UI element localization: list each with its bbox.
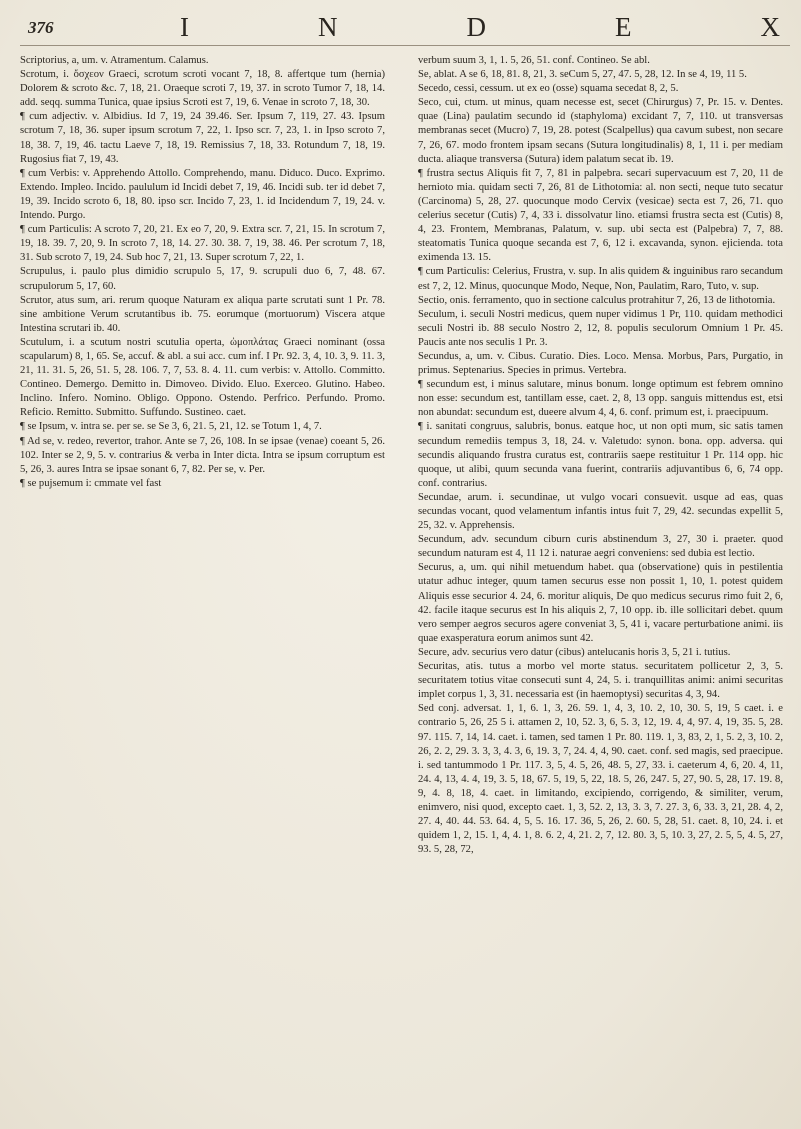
index-entry: ¶ Ad se, v. redeo, revertor, trahor. Ante se 7, 26, 108. In se ipsae (venae) coeant 5, 26. 102. Inter se 2, 9, 5. v. contrarius & verba in Inter dicta. Intra se ipsum corruptum est 5, 26, 3. aures Intra se ipsae sonant 6, 7, 82. Per se, v. Per. xyxy=(20,435,385,475)
running-head xyxy=(20,6,790,48)
index-entry: Secure, adv. securius vero datur (cibus) antelucanis horis 3, 5, 21 i. tutius. xyxy=(418,646,731,658)
index-entry: Secundus, a, um. v. Cibus. Curatio. Dies. Loco. Mensa. Morbus, Pars, Purgatio, in primus. Septenarius. Species in primus. Vertebra. xyxy=(418,350,783,377)
right-column xyxy=(418,54,783,1124)
index-entry: Se, ablat. A se 6, 18, 81. 8, 21, 3. seCum 5, 27, 47. 5, 28, 12. In se 4, 19, 11 5. xyxy=(418,69,747,81)
index-entry: verbum suum 3, 1, 1. 5, 26, 51. conf. Contineo. Se abl. xyxy=(418,55,650,66)
index-entry: Securus, a, um. qui nihil metuendum habet. qua (observatione) quis in pestilentia utatur adhuc integer, quum tamen securus esse non possit 1, 10, 1. potest quidem Aliquis esse securior 4. 24, 6. moritur aliquis, De quo medicus securus rimo fuit 2, 6, 42. facile itaque securus est In his aliquis 2, 7, 10 opp. ib. ille sollicitari debet. quum vero semper aegros securos agere conveniat 3, 5, 41 i, vacare perturbatione animi. iis quae exasperatura eorum animos sunt 42. xyxy=(418,562,783,644)
index-entry: Seco, cui, ctum. ut minus, quam necesse est, secet (Chirurgus) 7, Pr. 15. v. Dentes. quae (Lina) paulatim secundo id (staphyloma) excidant 7, 7, 110. ut transversas membranas secet (Mucro) 7, 19, 28. potest (Scalpellus) qua cavum subest, non secare 7, 26, 67. modo frontem ipsam secans (Sutura longitudinalis) 8, 1, 11 i. per mediam ducta. aliaque transversa (Sutura) idem palatum secat ib. 19. xyxy=(418,97,783,165)
index-entry: ¶ i. sanitati congruus, salubris, bonus. eatque hoc, ut non opti mum, sic satis tamen secundum remediis tempus 3, 18, 24. v. Valetudo: synon. bona. opp. adversa. qui secundis aliquando frustra curatus est, contrariis saepe restituitur 1 Pr. 114 opp. hic quoque, ut alibi, quum secunda vana fuerint, contrariis adjuvantibus 6, 6, 74 opp. conf. contrarius. xyxy=(418,421,783,489)
index-entry: ¶ secundum est, i minus salutare, minus bonum. longe optimum est febrem omnino non esse: secundum est, tantillam esse, caet. 2, 8, 13 opp. sanguis mittendus est, etsi non abundat: secundum est, dueere alvum 4, 4, 6. conf. primum est, i. praecipuum. xyxy=(418,379,783,419)
index-entry: Sed conj. adversat. 1, 1, 6. 1, 3, 26. 59. 1, 4, 3, 10. 2, 10, 30. 5, 19, 5 caet. i. e contrario 5, 26, 25 5 i. attamen 2, 10, 52. 3, 6, 5. 3, 12, 19. 4, 4, 97. 4, 19, 35. 5, 28. 97. 115. 7, 14, 14. caet. i. tamen, sed tamen 1 Pr. 80. 119. 1, 3, 83, 2, 1, 5. 2, 3, 10. 2, 26, 2. 2, 29. 3. 3, 3, 4. 3, 6, 19. 3, 7, 24. 4, 4, 90. caet. conf. sed magis, sed praecipue. i. sed tantummodo 1 Pr. 117. 3, 5, 4. 5, 26, 48. 5, 27, 33. i. caeterum 4, 6, 20. 4, 11, 24. 4, 13, 4. 4, 19, 3. 5, 18, 67. 5, 19, 5, 22, 18. 5, 26, 247. 5, 27, 90. 5, 28, 17. 19. 8, 9, 4. 8, 18, 4. caet. in limitando, excipiendo, corrigendo, & similiter, verum, enimvero, nisi quod, excepto caet. 1, 3, 52. 2, 13, 3. 3, 7. 27. 3, 6, 33. 3, 21, 28. 4, 2, 27. 4, 40. 44. 53. 64. 4, 5, 5. 16. 17. 36, 5, 26, 2. 60. 5, 28, 51. caet. 8, 10, 24. i. et quidem 1, 2, 15. 1, 4, 4. 1, 8. 6. 2, 4, 21. 2, 7, 12. 80. 3, 5, 10. 3, 27, 2. 5, 5, 4. 5, 27, 93. 5, 28, 72, xyxy=(418,703,783,856)
header-rule xyxy=(20,45,790,46)
index-entry: Scriptorius, a, um. v. Atramentum. Calamus. xyxy=(20,55,209,66)
index-entry: Scrupulus, i. paulo plus dimidio scrupulo 5, 17, 9. scrupuli duo 6, 7, 48. 67. scrupulorum 5, 17, 60. xyxy=(20,266,385,292)
index-entry: ¶ frustra sectus Aliquis fit 7, 7, 81 in palpebra. secari supervacuum est 7, 20, 11 de hernioto mia. quidam secti 7, 26, 81 de Lithotomia: al. non secti, neque tuto secatur (Carcinoma) 5, 28, 27. quocunque modo Cervix (vesicae) secta est 7, 26, 71. quo celerius secetur (Cutis) 7, 4, 33 i. dissolvatur lino. etiamsi frustra secta est (Cutis) 8, 4, 23. Frontem, Membranas, Palatum, v. sup. ubi secta est (Palpebra) 7, 7, 88. steatomatis Tunica quoque secanda est 7, 6, 12 i. excavanda, synon. ejicienda. tota eximenda 13. 15. xyxy=(418,167,783,264)
index-entry: ¶ cum Particulis: Celerius, Frustra, v. sup. In alis quidem & inguinibus raro secandum est 7, 2, 12. Minus, quocunque Modo, Neque, Non, Paulatim, Raro, Tuto, v. sup. xyxy=(418,266,783,292)
index-entry: Sectio, onis. ferramento, quo in sectione calculus protrahitur 7, 26, 13 de lithotomia. xyxy=(418,294,776,306)
index-entry: Scrutor, atus sum, ari. rerum quoque Naturam ex aliqua parte scrutati sunt 1 Pr. 78. sine ambitione Verum scrutantibus ib. 75. eorumque (mortuorum) Viscera atque Intestina scrutari ib. 40. xyxy=(20,294,385,334)
index-entry: ¶ cum Verbis: v. Apprehendo Attollo. Comprehendo, manu. Diduco. Duco. Exprimo. Extendo. Impleo. Incido. paululum id Incidi debet 7, 19, 46. Incidi sub. ter id debet 7, 19, 39. Incido scroto 6, 18, 80. ipso scr. Incido 7, 23, 1. id Incidendum 7, 19, 24. v. Intendo. Purgo. xyxy=(20,167,385,222)
head-letter: D xyxy=(466,12,486,42)
index-entry: ¶ cum Particulis: A scroto 7, 20, 21. Ex eo 7, 20, 9. Extra scr. 7, 21, 15. In scrotum 7, 19, 18. 39. 7, 20, 9. In scroto 7, 18, 14. 27. 30. 38. 7, 19, 38. 46. Per scrotum 7, 18, 31. Sub scroto 7, 19, 24. Sub hoc 7, 21, 13. Super scrotum 7, 22, 1. xyxy=(20,224,385,264)
index-entry: Secundae, arum. i. secundinae, ut vulgo vocari consuevit. usque ad eas, quas secundas vocant, quod velamentum infantis intus fuit 7, 29, 42. secundas expellit 5, 25, 32. v. Apprehensis. xyxy=(418,491,783,532)
index-entry: ¶ se pujsemum i: cmmate vel fast xyxy=(20,477,162,489)
running-head-title xyxy=(180,12,780,43)
index-entry: ¶ cum adjectiv. v. Albidius. Id 7, 19, 24 39.46. Ser. Ipsum 7, 119, 27. 43. Ipsum scrotum 7, 18, 36. super ipsum scrotum 7, 22, 1. Ipso scr. 7, 23, 1. in Ipso scroto 7, 18, 38. 7, 19, 46. tactu Laeve 7, 18, 19. Remissius 7, 18, 33. Rotundum 7, 18, 19. Rugosius fiat 7, 19, 43. xyxy=(20,111,385,165)
index-entry: Seculum, i. seculi Nostri medicus, quem nuper vidimus 1 Pr, 110. quidam methodici seculi Nostri ib. 88 seculo Nostro 2, 12, 8. populis seculorum Omnium 1 Pr. 45. Paucis ante nos seculis 1 Pr. 3. xyxy=(418,308,783,348)
head-letter: I xyxy=(180,12,189,42)
index-entry: Secundum, adv. secundum ciburn curis abstinendum 3, 27, 30 i. praeter. quod secundum naturam est 4, 11 12 i. naturae aegri conveniens: sed dubia est lectio. xyxy=(418,534,783,560)
left-column xyxy=(20,54,385,1124)
head-letter: N xyxy=(318,12,338,42)
index-entry: ¶ se Ipsum, v. intra se. per se. se Se 3, 6, 21. 5, 21, 12. se Totum 1, 4, 7. xyxy=(20,421,322,433)
head-letter: E xyxy=(615,12,632,42)
index-entry: Scrotum, i. ὄσχεον Graeci, scrotum scroti vocant 7, 18, 8. affertque tum (hernia) Dolorem & scroto &c. 7, 18, 21. Oraeque scroti 7, 19, 37. in scroto Tumor 7, 18, 14. add. seqq. summa Tunica, quae ipsius Scroti est 7, 19, 6. Venae in scroto 7, 18, 30. xyxy=(20,69,385,109)
page-number: 376 xyxy=(28,18,54,37)
index-entry: Securitas, atis. tutus a morbo vel morte status. securitatem pollicetur 2, 3, 5. securitatem totius vitae consecuti sunt 4, 24, 5. i. tranquillitas animi: animi securitas implet corpus 1, 3, 31. necessaria est (in haemoptysi) securitas 4, 3, 94. xyxy=(418,661,783,701)
head-letter: X xyxy=(760,12,780,42)
index-entry: Scutulum, i. a scutum nostri scutulia operta, ὠμοπλάτας Graeci nominant (ossa scapularum) 8, 1, 65. Se, accuf. & abl. a sui acc. cum inf. I Pr. 92. 3, 4, 10. 3, 9. 11. 3, 21, 11. 31. 5, 26, 51. 5, 28. 106. 7, 7, 53. 8. 4. 11. cum verbis: v. Attollo. Committo. Contineo. Demergo. Demitto in. Dimoveo. Divido. Eluo. Exerceo. Glutino. Habeo. Inclino. Infero. Nomino. Obligo. Oppono. Ostendo. Perfrico. Perfundo. Promo. Reficio. Remitto. Submitto. Suffundo. Sustineo. caet. xyxy=(20,336,385,419)
index-entry: Secedo, cessi, cessum. ut ex eo (osse) squama secedat 8, 2, 5. xyxy=(418,83,679,95)
